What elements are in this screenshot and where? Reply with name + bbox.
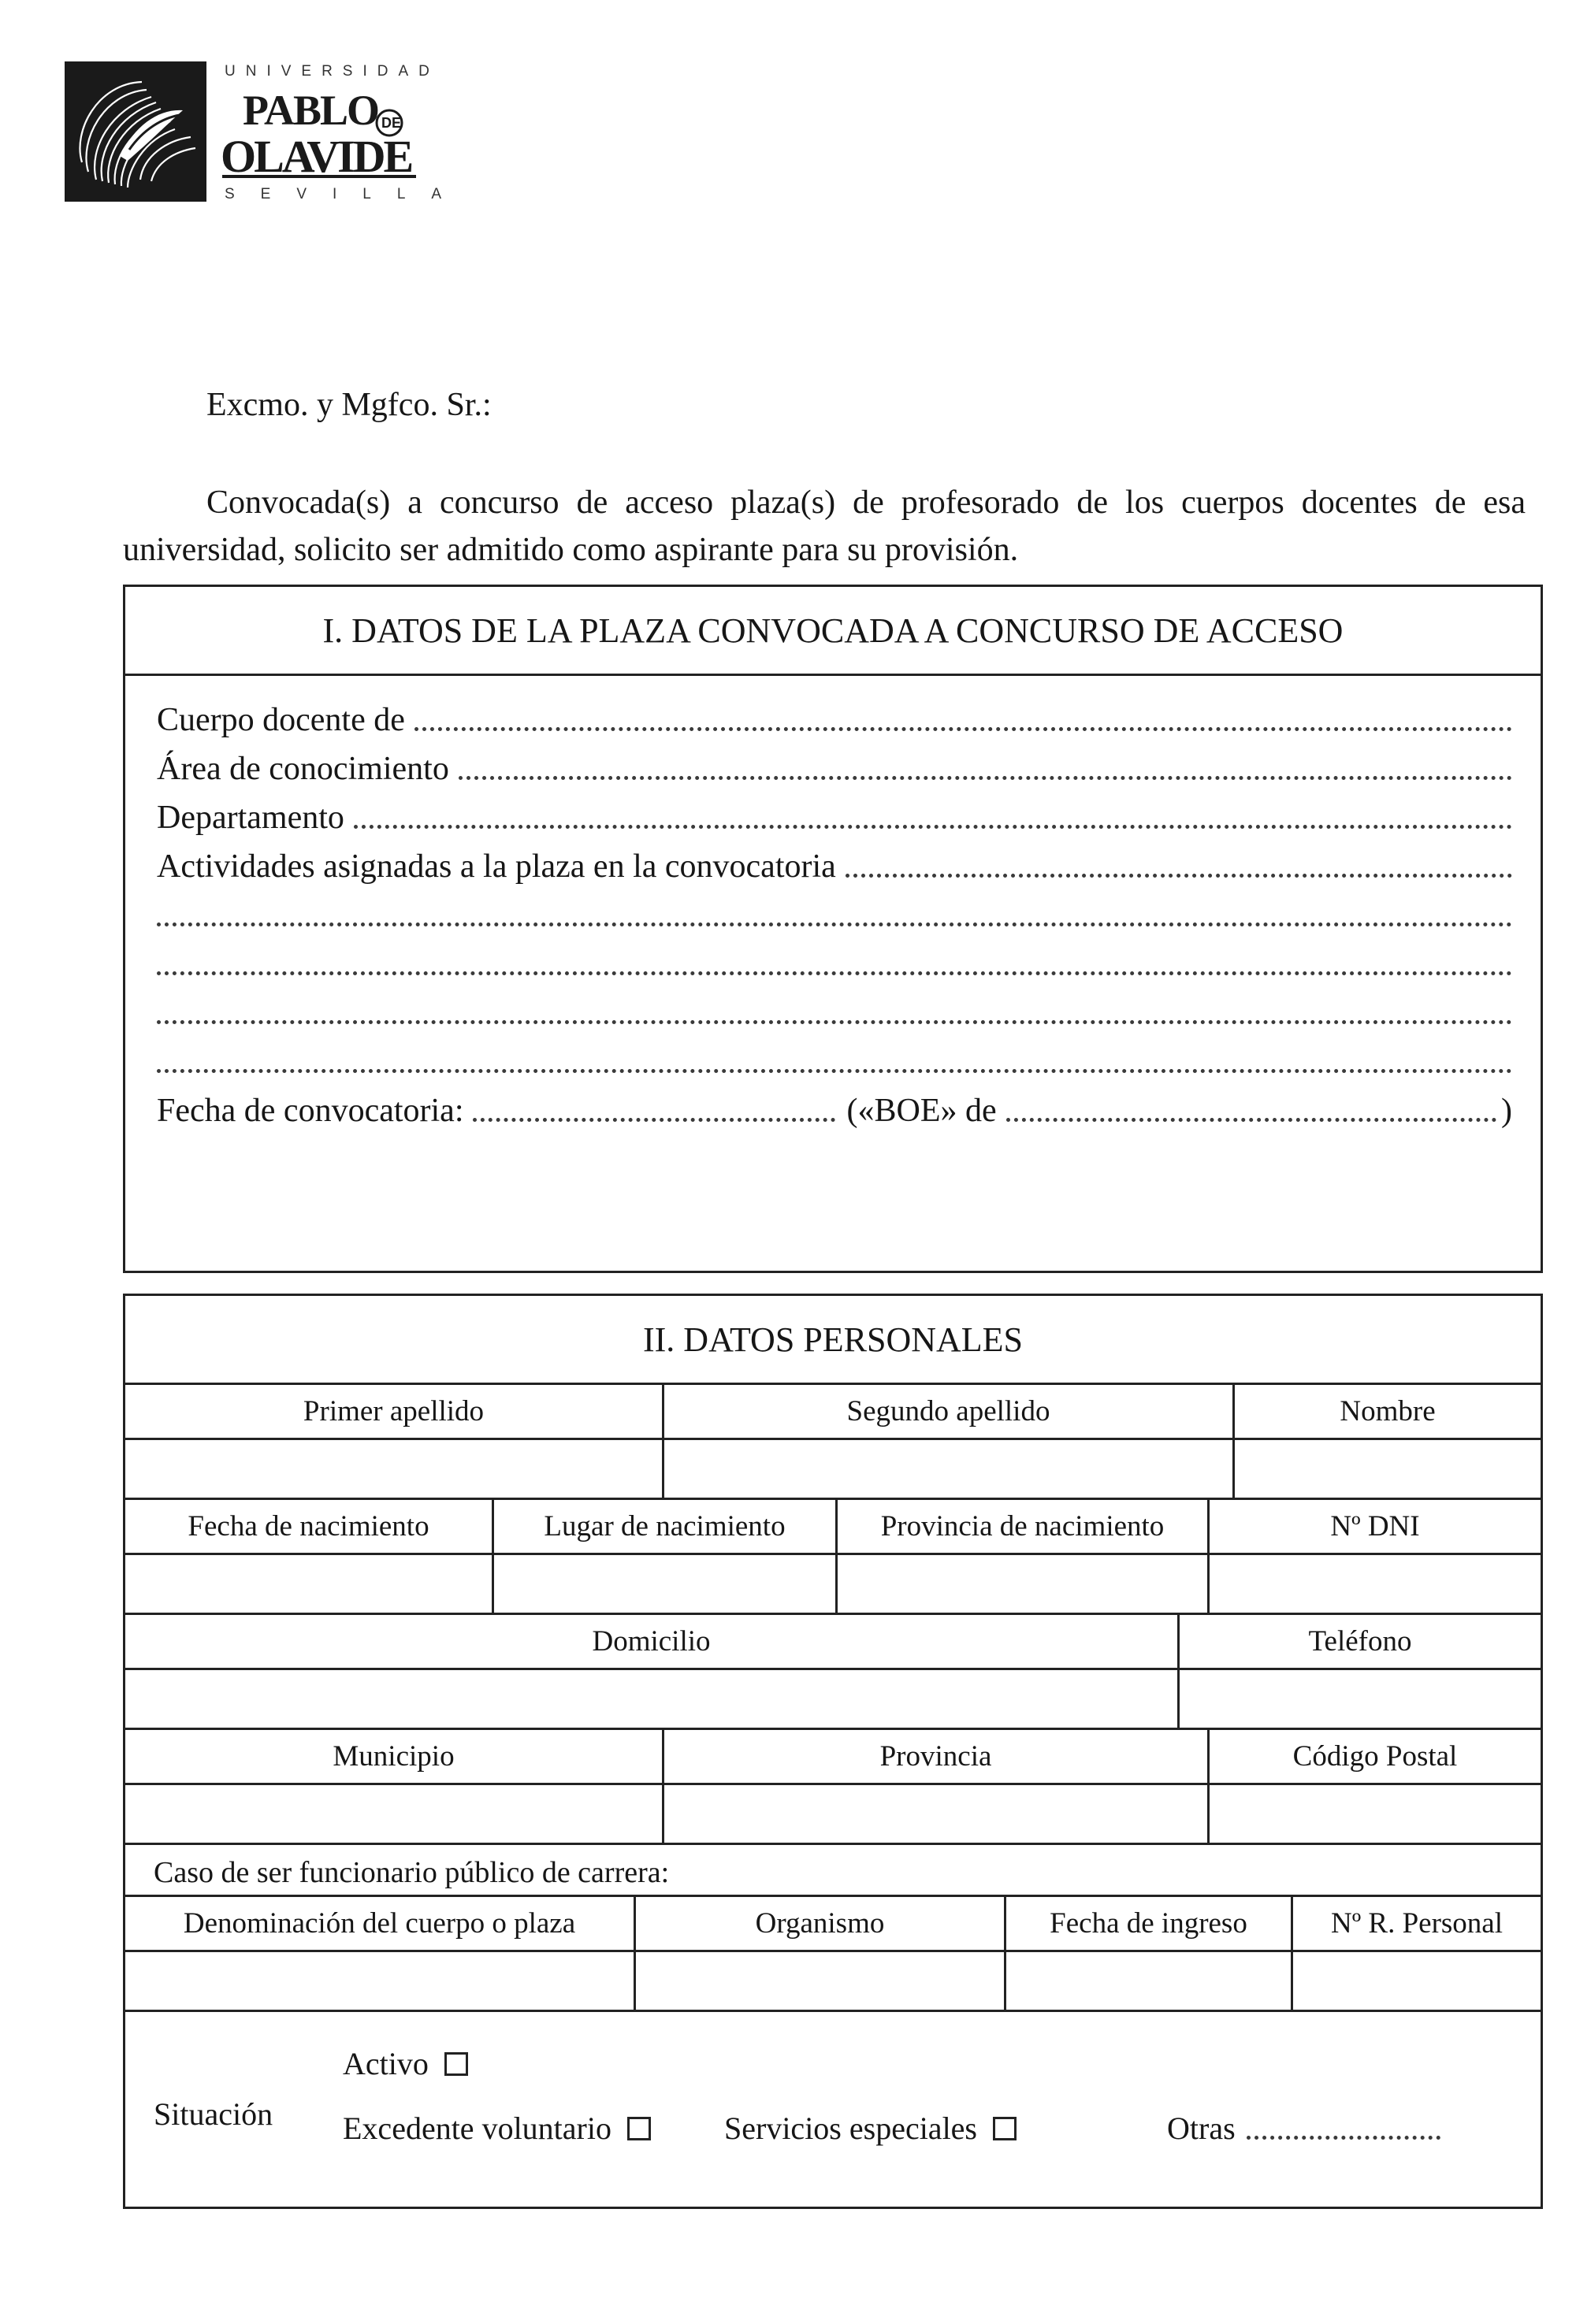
nombre-input[interactable]	[1235, 1440, 1541, 1500]
dni-input[interactable]	[1210, 1555, 1541, 1615]
primer-apellido-input[interactable]	[125, 1440, 664, 1500]
situacion-label: Situación	[154, 2096, 273, 2132]
servicios-option[interactable]	[724, 2110, 1017, 2147]
dotted-line	[157, 1069, 1512, 1073]
fecha-nacimiento-input[interactable]	[125, 1555, 494, 1615]
nr-personal-input[interactable]	[1293, 1952, 1541, 2012]
row-funcionario-header	[125, 1897, 1541, 1952]
denominacion-input[interactable]	[125, 1952, 636, 2012]
primer-apellido-header: Primer apellido	[125, 1385, 664, 1440]
servicios-label: Servicios especiales	[724, 2111, 977, 2146]
area-conocimiento-field[interactable]	[157, 739, 1512, 788]
cuerpo-docente-label: Cuerpo docente de	[157, 702, 405, 738]
section-plaza	[123, 585, 1543, 1273]
dotted-line	[354, 825, 1512, 829]
row-names-header	[125, 1385, 1541, 1440]
organismo-header: Organismo	[636, 1897, 1006, 1952]
row-birth-values	[125, 1555, 1541, 1615]
row-address-values	[125, 1670, 1541, 1730]
fecha-ingreso-input[interactable]	[1006, 1952, 1293, 2012]
row-names-values	[125, 1440, 1541, 1500]
lugar-nacimiento-input[interactable]	[494, 1555, 838, 1615]
row-location-values	[125, 1785, 1541, 1845]
actividades-line[interactable]	[157, 934, 1512, 983]
university-logo	[65, 61, 468, 203]
logo-wordmark	[219, 84, 424, 178]
domicilio-header: Domicilio	[125, 1615, 1180, 1670]
excedente-checkbox[interactable]	[627, 2117, 651, 2140]
organismo-input[interactable]	[636, 1952, 1006, 2012]
situacion-block	[125, 2012, 1541, 2201]
provincia-nacimiento-header: Provincia de nacimiento	[838, 1500, 1210, 1555]
fecha-ingreso-header: Fecha de ingreso	[1006, 1897, 1293, 1952]
provincia-header: Provincia	[664, 1730, 1210, 1785]
activo-checkbox[interactable]	[444, 2052, 468, 2076]
telefono-input[interactable]	[1180, 1670, 1541, 1730]
actividades-line[interactable]	[157, 885, 1512, 934]
departamento-label: Departamento	[157, 800, 344, 836]
otras-dotted-line	[1247, 2117, 1440, 2140]
section-plaza-title: I. DATOS DE LA PLAZA CONVOCADA A CONCURSO DE ACCESO	[125, 587, 1541, 676]
denominacion-header: Denominación del cuerpo o plaza	[125, 1897, 636, 1952]
dotted-line	[157, 1020, 1512, 1024]
departamento-field[interactable]	[157, 788, 1512, 837]
excedente-option[interactable]	[343, 2110, 651, 2147]
dni-header: Nº DNI	[1210, 1500, 1541, 1555]
municipio-input[interactable]	[125, 1785, 664, 1845]
row-birth-header	[125, 1500, 1541, 1555]
segundo-apellido-header: Segundo apellido	[664, 1385, 1235, 1440]
row-funcionario-values	[125, 1952, 1541, 2012]
lugar-nacimiento-header: Lugar de nacimiento	[494, 1500, 838, 1555]
dotted-line	[1006, 1118, 1496, 1122]
dotted-line	[414, 727, 1512, 731]
activo-label: Activo	[343, 2046, 429, 2081]
codigo-postal-header: Código Postal	[1210, 1730, 1541, 1785]
servicios-checkbox[interactable]	[993, 2117, 1017, 2140]
area-conocimiento-label: Área de conocimiento	[157, 751, 449, 787]
section-personal	[123, 1294, 1543, 2209]
excedente-label: Excedente voluntario	[343, 2111, 611, 2146]
municipio-header: Municipio	[125, 1730, 664, 1785]
dotted-line	[846, 874, 1512, 878]
cuerpo-docente-field[interactable]	[157, 690, 1512, 739]
salutation: Excmo. y Mgfco. Sr.:	[206, 387, 492, 423]
boe-label: («BOE» de	[846, 1093, 997, 1129]
svg-text:DE: DE	[381, 115, 402, 131]
dotted-line	[157, 971, 1512, 975]
olavide-emblem-icon	[65, 61, 206, 202]
svg-text:PABLO: PABLO	[243, 87, 379, 134]
actividades-field[interactable]	[157, 837, 1512, 885]
logo-bottom-text: SEVILLA	[225, 186, 468, 202]
funcionario-label: Caso de ser funcionario público de carrera:	[125, 1845, 1541, 1897]
dotted-line	[459, 776, 1512, 780]
otras-option[interactable]	[1167, 2110, 1440, 2147]
provincia-input[interactable]	[664, 1785, 1210, 1845]
fecha-convocatoria-label: Fecha de convocatoria:	[157, 1093, 464, 1129]
svg-text:OLAVIDE: OLAVIDE	[221, 131, 412, 178]
dotted-line	[157, 923, 1512, 926]
nr-personal-header: Nº R. Personal	[1293, 1897, 1541, 1952]
section-personal-title: II. DATOS PERSONALES	[125, 1296, 1541, 1385]
fecha-nacimiento-header: Fecha de nacimiento	[125, 1500, 494, 1555]
actividades-label: Actividades asignadas a la plaza en la convocatoria	[157, 848, 836, 885]
domicilio-input[interactable]	[125, 1670, 1180, 1730]
actividades-line[interactable]	[157, 1032, 1512, 1081]
logo-top-text: UNIVERSIDAD	[225, 63, 440, 80]
codigo-postal-input[interactable]	[1210, 1785, 1541, 1845]
intro-paragraph: Convocada(s) a concurso de acceso plaza(s) de profesorado de los cuerpos docentes de esa universidad, solicito ser admitido como aspirante para su provisión.	[123, 484, 1526, 568]
row-address-header	[125, 1615, 1541, 1670]
dotted-line	[473, 1118, 835, 1122]
row-location-header	[125, 1730, 1541, 1785]
boe-close-paren: )	[1501, 1093, 1512, 1129]
actividades-line[interactable]	[157, 983, 1512, 1032]
nombre-header: Nombre	[1235, 1385, 1541, 1440]
activo-option[interactable]	[343, 2045, 468, 2082]
otras-label: Otras	[1167, 2111, 1236, 2146]
segundo-apellido-input[interactable]	[664, 1440, 1235, 1500]
telefono-header: Teléfono	[1180, 1615, 1541, 1670]
provincia-nacimiento-input[interactable]	[838, 1555, 1210, 1615]
fecha-convocatoria-field[interactable]	[157, 1081, 1512, 1130]
